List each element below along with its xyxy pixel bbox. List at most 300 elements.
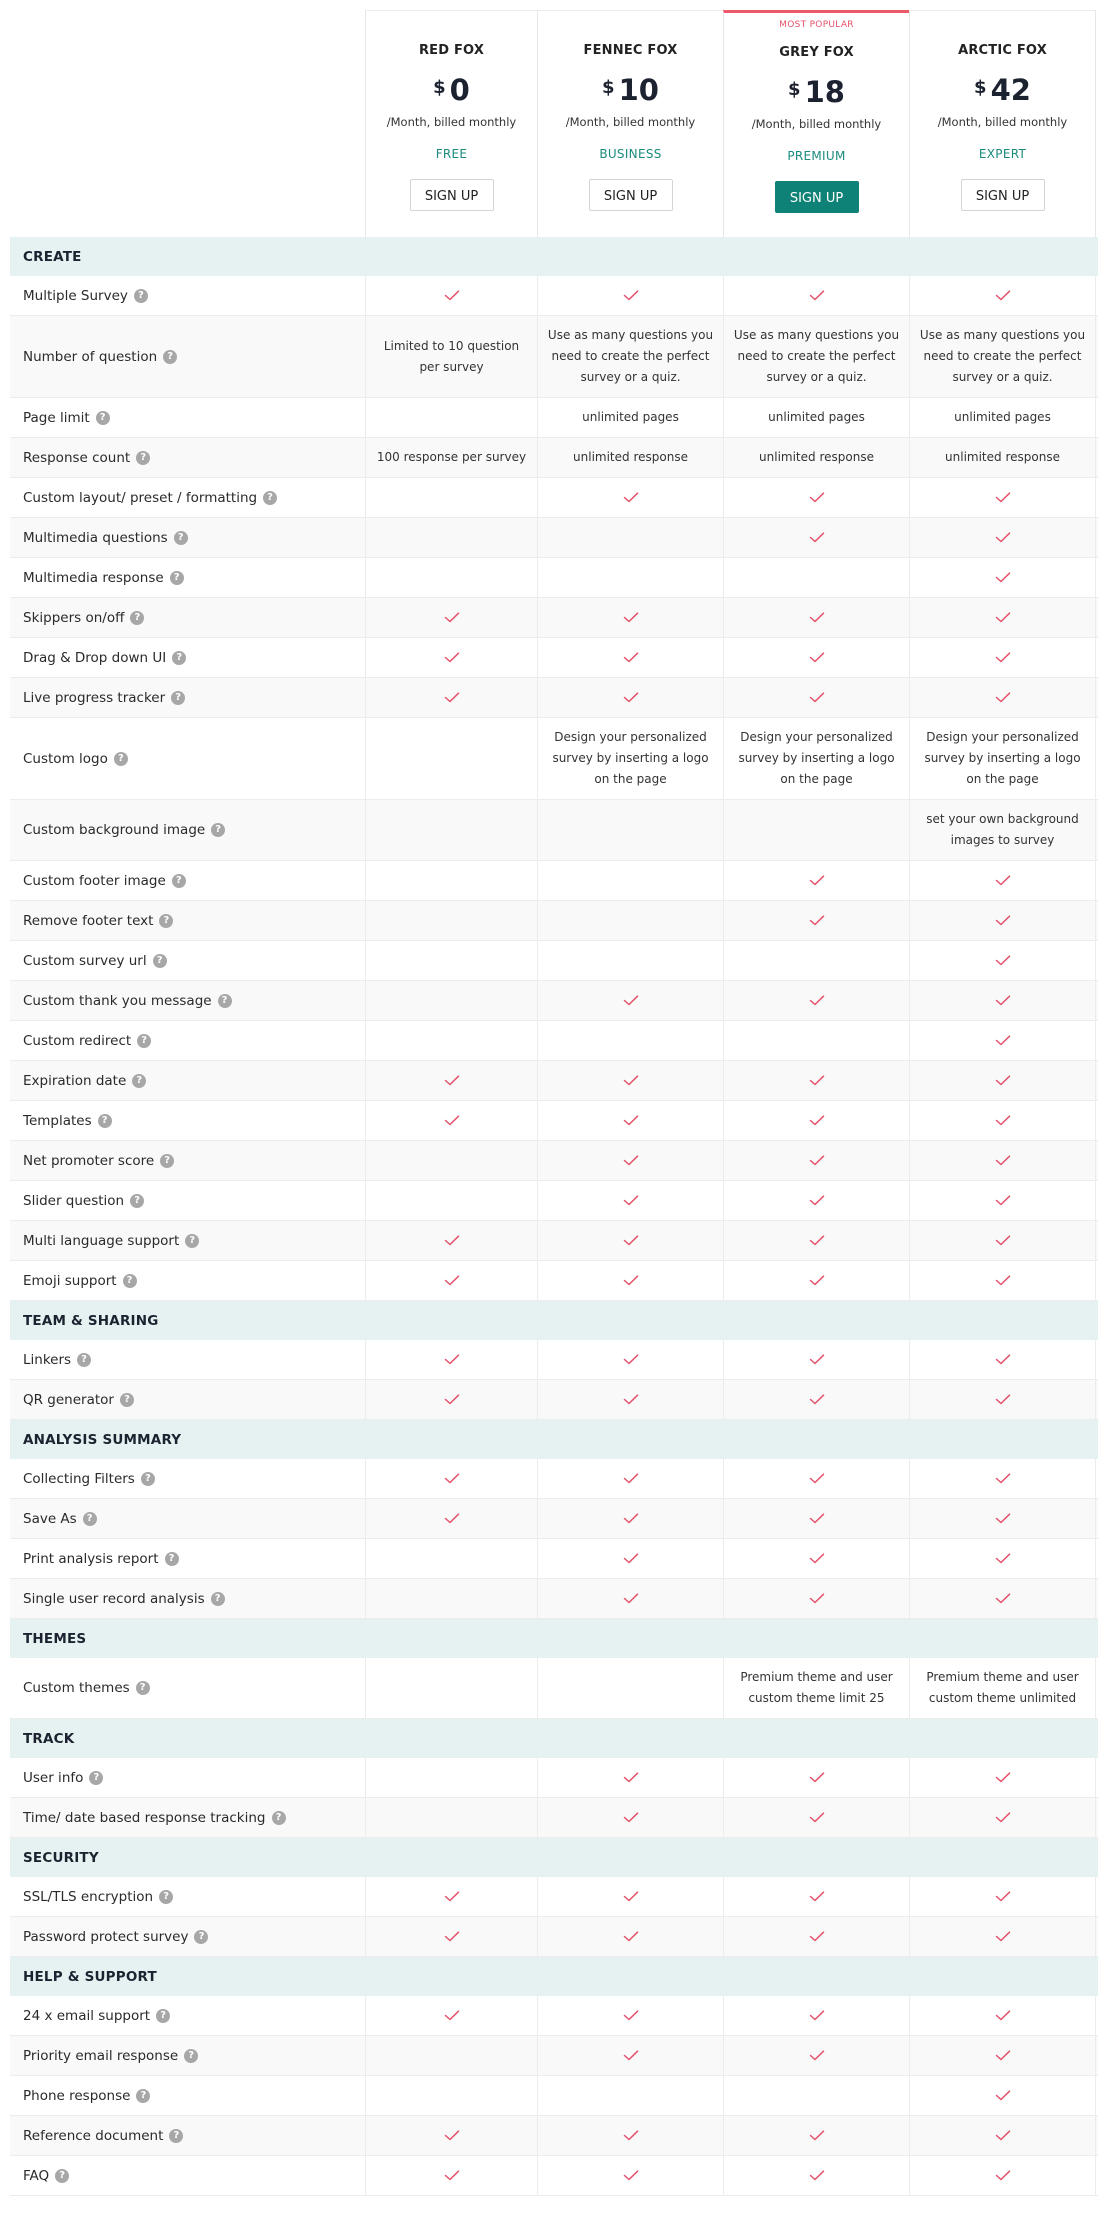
feature-row-password-protect-survey — [10, 1917, 1098, 1957]
plan-cell-grey-fox — [723, 1021, 909, 1060]
feature-label — [10, 718, 365, 799]
feature-name: Reference document — [23, 2127, 164, 2144]
checkmark-icon — [623, 652, 639, 663]
plan-cell-fennec-fox — [537, 276, 723, 315]
sign-up-button[interactable]: SIGN UP — [589, 179, 673, 211]
checkmark-icon — [995, 1473, 1011, 1484]
feature-value-text: Premium theme and user custom theme limit 25 — [740, 1670, 893, 1705]
plan-cell-arctic-fox — [909, 276, 1096, 315]
plan-cell-arctic-fox — [909, 1579, 1096, 1618]
question-circle-icon[interactable]: ? — [98, 1114, 112, 1128]
feature-name: Custom survey url — [23, 952, 147, 969]
question-circle-icon[interactable]: ? — [172, 651, 186, 665]
feature-label — [10, 1141, 365, 1180]
feature-row-net-promoter-score — [10, 1141, 1098, 1181]
feature-name: Save As — [23, 1510, 77, 1527]
section-analysis-summary — [10, 1420, 1098, 1459]
checkmark-icon — [809, 1075, 825, 1086]
question-circle-icon[interactable]: ? — [120, 1393, 134, 1407]
feature-value-text: unlimited pages — [954, 410, 1051, 424]
checkmark-icon — [995, 290, 1011, 301]
section-cell — [723, 1619, 909, 1658]
plan-cell-grey-fox — [723, 2036, 909, 2075]
checkmark-icon — [623, 1891, 639, 1902]
question-circle-icon[interactable]: ? — [163, 350, 177, 364]
plan-cell-fennec-fox — [537, 438, 723, 477]
question-circle-icon[interactable]: ? — [174, 531, 188, 545]
checkmark-icon — [444, 1235, 460, 1246]
checkmark-icon — [809, 1593, 825, 1604]
plan-cell-grey-fox — [723, 316, 909, 397]
feature-name: Password protect survey — [23, 1928, 189, 1945]
question-circle-icon[interactable]: ? — [211, 1592, 225, 1606]
feature-row-reference-document — [10, 2116, 1098, 2156]
plan-cell-grey-fox — [723, 276, 909, 315]
checkmark-icon — [809, 2010, 825, 2021]
checkmark-icon — [809, 1553, 825, 1564]
feature-name: Templates — [23, 1112, 92, 1129]
plan-cell-arctic-fox — [909, 1877, 1096, 1916]
plan-cell-red-fox — [365, 316, 537, 397]
section-cell — [537, 1301, 723, 1340]
section-team-sharing — [10, 1301, 1098, 1340]
section-cell — [365, 1957, 537, 1996]
feature-label — [10, 2116, 365, 2155]
checkmark-icon — [995, 2050, 1011, 2061]
section-cell — [537, 237, 723, 276]
checkmark-icon — [809, 290, 825, 301]
question-circle-icon[interactable]: ? — [170, 571, 184, 585]
feature-label — [10, 598, 365, 637]
section-security — [10, 1838, 1098, 1877]
plan-cell-grey-fox — [723, 678, 909, 717]
feature-row-page-limit — [10, 398, 1098, 438]
checkmark-icon — [444, 1931, 460, 1942]
plan-cell-red-fox — [365, 2116, 537, 2155]
plan-price — [910, 75, 1095, 105]
checkmark-icon — [995, 2010, 1011, 2021]
question-circle-icon[interactable]: ? — [136, 2089, 150, 2103]
question-circle-icon[interactable]: ? — [153, 954, 167, 968]
checkmark-icon — [623, 692, 639, 703]
plan-card-fennec-fox — [537, 10, 723, 237]
checkmark-icon — [809, 1115, 825, 1126]
plan-cell-arctic-fox — [909, 316, 1096, 397]
feature-label — [10, 276, 365, 315]
feature-name: Custom layout/ preset / formatting — [23, 489, 258, 506]
plan-cell-fennec-fox — [537, 861, 723, 900]
feature-row-user-info — [10, 1758, 1098, 1798]
plan-cell-arctic-fox — [909, 2076, 1096, 2115]
feature-name: Time/ date based response tracking — [23, 1809, 266, 1826]
feature-row-live-progress-tracker — [10, 678, 1098, 718]
section-cell — [909, 1957, 1096, 1996]
feature-name: Remove footer text — [23, 912, 154, 929]
section-cell — [537, 1957, 723, 1996]
checkmark-icon — [444, 1354, 460, 1365]
plan-cell-fennec-fox — [537, 1061, 723, 1100]
section-cell — [909, 1301, 1096, 1340]
plan-cell-fennec-fox — [537, 678, 723, 717]
checkmark-icon — [809, 1235, 825, 1246]
feature-label — [10, 1499, 365, 1538]
plan-cell-fennec-fox — [537, 638, 723, 677]
plan-cell-grey-fox — [723, 800, 909, 860]
feature-name: Multiple Survey — [23, 287, 128, 304]
checkmark-icon — [444, 1075, 460, 1086]
checkmark-icon — [623, 1275, 639, 1286]
feature-label — [10, 1917, 365, 1956]
section-heading: TRACK — [23, 1730, 75, 1747]
feature-value-text: set your own background images to survey — [926, 812, 1079, 847]
plan-cell-grey-fox — [723, 2116, 909, 2155]
section-cell — [723, 1301, 909, 1340]
question-circle-icon[interactable]: ? — [55, 2169, 69, 2183]
plan-cell-grey-fox — [723, 981, 909, 1020]
checkmark-icon — [444, 612, 460, 623]
checkmark-icon — [995, 1235, 1011, 1246]
feature-row-linkers — [10, 1340, 1098, 1380]
section-cell — [365, 1301, 537, 1340]
checkmark-icon — [809, 492, 825, 503]
plan-cell-fennec-fox — [537, 1021, 723, 1060]
feature-value-text: Use as many questions you need to create the perfect survey or a quiz. — [919, 328, 1086, 384]
section-cell — [723, 1957, 909, 1996]
checkmark-icon — [809, 692, 825, 703]
plan-cell-red-fox — [365, 1101, 537, 1140]
checkmark-icon — [995, 2090, 1011, 2101]
feature-row-multimedia-response — [10, 558, 1098, 598]
plan-cell-grey-fox — [723, 638, 909, 677]
checkmark-icon — [623, 2010, 639, 2021]
plan-cell-red-fox — [365, 2156, 537, 2195]
question-circle-icon[interactable]: ? — [114, 752, 128, 766]
feature-row-priority-email-response — [10, 2036, 1098, 2076]
plan-cell-arctic-fox — [909, 1261, 1096, 1300]
currency-symbol: $ — [433, 77, 446, 98]
question-circle-icon[interactable]: ? — [96, 411, 110, 425]
feature-value-text: Design your personalized survey by inserting a logo on the page — [552, 730, 709, 786]
billing-period: /Month, billed monthly — [937, 115, 1068, 129]
feature-row-custom-redirect — [10, 1021, 1098, 1061]
plan-name: ARCTIC FOX — [958, 43, 1047, 58]
plan-cell-red-fox — [365, 678, 537, 717]
checkmark-icon — [995, 1812, 1011, 1823]
feature-value-text: Design your personalized survey by inserting a logo on the page — [924, 730, 1081, 786]
plan-cell-red-fox — [365, 518, 537, 557]
feature-row-number-of-question — [10, 316, 1098, 398]
sign-up-button[interactable]: SIGN UP — [775, 181, 859, 213]
plan-cell-grey-fox — [723, 1658, 909, 1718]
feature-row-collecting-filters — [10, 1459, 1098, 1499]
section-cell — [909, 237, 1096, 276]
plan-cell-fennec-fox — [537, 478, 723, 517]
feature-name: SSL/TLS encryption — [23, 1888, 154, 1905]
plan-cell-red-fox — [365, 1221, 537, 1260]
feature-value-text: unlimited pages — [768, 410, 865, 424]
plan-cell-fennec-fox — [537, 598, 723, 637]
plan-cell-red-fox — [365, 1340, 537, 1379]
question-circle-icon[interactable]: ? — [137, 1034, 151, 1048]
plan-cell-fennec-fox — [537, 1340, 723, 1379]
plan-cell-arctic-fox — [909, 1917, 1096, 1956]
section-cell — [537, 1838, 723, 1877]
question-circle-icon[interactable]: ? — [136, 451, 150, 465]
question-circle-icon[interactable]: ? — [141, 1472, 155, 1486]
plan-cell-grey-fox — [723, 2156, 909, 2195]
question-circle-icon[interactable]: ? — [165, 1552, 179, 1566]
feature-label — [10, 1459, 365, 1498]
price-amount: 42 — [990, 73, 1031, 107]
feature-name: Custom redirect — [23, 1032, 132, 1049]
checkmark-icon — [444, 1275, 460, 1286]
checkmark-icon — [995, 995, 1011, 1006]
plan-cell-grey-fox — [723, 1798, 909, 1837]
section-help-support — [10, 1957, 1098, 1996]
plan-cell-grey-fox — [723, 1101, 909, 1140]
plan-cell-grey-fox — [723, 1181, 909, 1220]
section-cell — [537, 1420, 723, 1459]
plan-cell-red-fox — [365, 2076, 537, 2115]
plan-cell-fennec-fox — [537, 518, 723, 557]
plan-cell-grey-fox — [723, 518, 909, 557]
plan-cell-arctic-fox — [909, 1459, 1096, 1498]
question-circle-icon[interactable]: ? — [130, 611, 144, 625]
feature-row-templates — [10, 1101, 1098, 1141]
feature-name: Custom footer image — [23, 872, 166, 889]
plan-cell-grey-fox — [723, 1340, 909, 1379]
question-circle-icon[interactable]: ? — [169, 2129, 183, 2143]
feature-name: FAQ — [23, 2167, 50, 2184]
checkmark-icon — [995, 1513, 1011, 1524]
plan-cell-arctic-fox — [909, 1798, 1096, 1837]
checkmark-icon — [444, 2010, 460, 2021]
checkmark-icon — [995, 915, 1011, 926]
checkmark-icon — [809, 2050, 825, 2061]
checkmark-icon — [809, 1195, 825, 1206]
feature-label — [10, 901, 365, 940]
checkmark-icon — [444, 692, 460, 703]
plan-cell-red-fox — [365, 2036, 537, 2075]
plan-cell-arctic-fox — [909, 1658, 1096, 1718]
question-circle-icon[interactable]: ? — [156, 2009, 170, 2023]
plan-cell-red-fox — [365, 800, 537, 860]
question-circle-icon[interactable]: ? — [194, 1930, 208, 1944]
checkmark-icon — [623, 995, 639, 1006]
question-circle-icon[interactable]: ? — [160, 1154, 174, 1168]
question-circle-icon[interactable]: ? — [134, 289, 148, 303]
feature-row-slider-question — [10, 1181, 1098, 1221]
section-cell — [365, 237, 537, 276]
plan-name: FENNEC FOX — [583, 43, 678, 58]
section-cell — [909, 1420, 1096, 1459]
checkmark-icon — [809, 995, 825, 1006]
feature-row-phone-response — [10, 2076, 1098, 2116]
section-cell — [365, 1420, 537, 1459]
checkmark-icon — [995, 1772, 1011, 1783]
checkmark-icon — [444, 2170, 460, 2181]
question-circle-icon[interactable]: ? — [218, 994, 232, 1008]
question-circle-icon[interactable]: ? — [263, 491, 277, 505]
sign-up-button[interactable]: SIGN UP — [410, 179, 494, 211]
feature-value-text: 100 response per survey — [376, 450, 527, 464]
plan-cell-grey-fox — [723, 558, 909, 597]
feature-row-custom-themes — [10, 1658, 1098, 1719]
plan-cell-fennec-fox — [537, 398, 723, 437]
feature-row-multimedia-questions — [10, 518, 1098, 558]
question-circle-icon[interactable]: ? — [272, 1811, 286, 1825]
checkmark-icon — [995, 1593, 1011, 1604]
feature-row-ssl-tls-encryption — [10, 1877, 1098, 1917]
plan-cell-grey-fox — [723, 598, 909, 637]
plan-cell-grey-fox — [723, 1996, 909, 2035]
plan-cell-grey-fox — [723, 1579, 909, 1618]
feature-label — [10, 1261, 365, 1300]
checkmark-icon — [995, 1035, 1011, 1046]
checkmark-icon — [623, 1394, 639, 1405]
question-circle-icon[interactable]: ? — [132, 1074, 146, 1088]
plan-cell-arctic-fox — [909, 438, 1096, 477]
checkmark-icon — [623, 1931, 639, 1942]
plan-cell-grey-fox — [723, 1877, 909, 1916]
checkmark-icon — [623, 1513, 639, 1524]
feature-name: Custom logo — [23, 750, 108, 767]
section-cell — [365, 1719, 537, 1758]
question-circle-icon[interactable]: ? — [184, 2049, 198, 2063]
plan-cell-fennec-fox — [537, 1261, 723, 1300]
plan-cell-arctic-fox — [909, 598, 1096, 637]
checkmark-icon — [809, 1891, 825, 1902]
plan-cell-red-fox — [365, 718, 537, 799]
checkmark-icon — [995, 955, 1011, 966]
plans-header — [10, 10, 1098, 237]
feature-label — [10, 638, 365, 677]
plan-cell-grey-fox — [723, 478, 909, 517]
plan-cell-fennec-fox — [537, 1996, 723, 2035]
checkmark-icon — [623, 1553, 639, 1564]
feature-row-response-count — [10, 438, 1098, 478]
plan-cell-arctic-fox — [909, 398, 1096, 437]
price-amount: 18 — [804, 75, 845, 109]
feature-label — [10, 2036, 365, 2075]
plan-cell-fennec-fox — [537, 1499, 723, 1538]
plan-cell-arctic-fox — [909, 2116, 1096, 2155]
question-circle-icon[interactable]: ? — [171, 691, 185, 705]
feature-name: Priority email response — [23, 2047, 179, 2064]
feature-name: Linkers — [23, 1351, 72, 1368]
plan-cell-arctic-fox — [909, 1996, 1096, 2035]
feature-value-text: unlimited response — [945, 450, 1060, 464]
feature-value-text: Design your personalized survey by inserting a logo on the page — [738, 730, 895, 786]
plan-cell-fennec-fox — [537, 1221, 723, 1260]
checkmark-icon — [623, 1115, 639, 1126]
checkmark-icon — [809, 1931, 825, 1942]
section-cell — [365, 1619, 537, 1658]
feature-label — [10, 941, 365, 980]
question-circle-icon[interactable]: ? — [136, 1681, 150, 1695]
question-circle-icon[interactable]: ? — [123, 1274, 137, 1288]
plan-cell-fennec-fox — [537, 901, 723, 940]
question-circle-icon[interactable]: ? — [159, 914, 173, 928]
feature-row-qr-generator — [10, 1380, 1098, 1420]
plan-cell-red-fox — [365, 1877, 537, 1916]
plan-cell-arctic-fox — [909, 478, 1096, 517]
question-circle-icon[interactable]: ? — [83, 1512, 97, 1526]
sign-up-button[interactable]: SIGN UP — [961, 179, 1045, 211]
plan-cell-grey-fox — [723, 398, 909, 437]
section-cell — [723, 237, 909, 276]
plan-cell-fennec-fox — [537, 1101, 723, 1140]
plan-cell-arctic-fox — [909, 1141, 1096, 1180]
feature-label — [10, 1758, 365, 1797]
question-circle-icon[interactable]: ? — [211, 823, 225, 837]
plan-cell-fennec-fox — [537, 1579, 723, 1618]
feature-row-custom-background-image — [10, 800, 1098, 861]
feature-label — [10, 1877, 365, 1916]
feature-row-remove-footer-text — [10, 901, 1098, 941]
checkmark-icon — [623, 1235, 639, 1246]
question-circle-icon[interactable]: ? — [130, 1194, 144, 1208]
feature-row-24-x-email-support — [10, 1996, 1098, 2036]
question-circle-icon[interactable]: ? — [185, 1234, 199, 1248]
plan-cell-grey-fox — [723, 901, 909, 940]
plan-cell-arctic-fox — [909, 861, 1096, 900]
feature-row-save-as — [10, 1499, 1098, 1539]
plan-cell-grey-fox — [723, 1758, 909, 1797]
section-heading: CREATE — [23, 248, 82, 265]
feature-name: Custom themes — [23, 1680, 130, 1696]
plan-cell-grey-fox — [723, 2076, 909, 2115]
checkmark-icon — [623, 1354, 639, 1365]
question-circle-icon[interactable]: ? — [172, 874, 186, 888]
section-heading: TEAM & SHARING — [23, 1312, 159, 1329]
plan-cell-red-fox — [365, 1061, 537, 1100]
question-circle-icon[interactable]: ? — [77, 1353, 91, 1367]
section-cell — [909, 1719, 1096, 1758]
question-circle-icon[interactable]: ? — [159, 1890, 173, 1904]
most-popular-badge: MOST POPULAR — [779, 20, 854, 30]
plan-cell-arctic-fox — [909, 901, 1096, 940]
checkmark-icon — [444, 652, 460, 663]
feature-label — [10, 2156, 365, 2195]
plan-cell-red-fox — [365, 901, 537, 940]
plan-price — [724, 77, 909, 107]
plan-cell-arctic-fox — [909, 2036, 1096, 2075]
section-heading: HELP & SUPPORT — [23, 1968, 157, 1985]
plan-price — [538, 75, 723, 105]
section-cell — [723, 1719, 909, 1758]
feature-name: Multimedia questions — [23, 529, 168, 546]
plan-cell-red-fox — [365, 1459, 537, 1498]
plan-cell-grey-fox — [723, 861, 909, 900]
plan-cell-red-fox — [365, 1996, 537, 2035]
feature-row-expiration-date — [10, 1061, 1098, 1101]
checkmark-icon — [623, 1772, 639, 1783]
question-circle-icon[interactable]: ? — [89, 1771, 103, 1785]
plan-cell-arctic-fox — [909, 1021, 1096, 1060]
checkmark-icon — [623, 612, 639, 623]
plan-cell-red-fox — [365, 1499, 537, 1538]
plan-cell-fennec-fox — [537, 1758, 723, 1797]
currency-symbol: $ — [602, 77, 615, 98]
plan-cell-fennec-fox — [537, 1798, 723, 1837]
checkmark-icon — [995, 492, 1011, 503]
billing-period: /Month, billed monthly — [386, 115, 517, 129]
checkmark-icon — [995, 1075, 1011, 1086]
plan-cell-fennec-fox — [537, 800, 723, 860]
feature-value-text: Limited to 10 question per survey — [383, 338, 520, 374]
section-track — [10, 1719, 1098, 1758]
